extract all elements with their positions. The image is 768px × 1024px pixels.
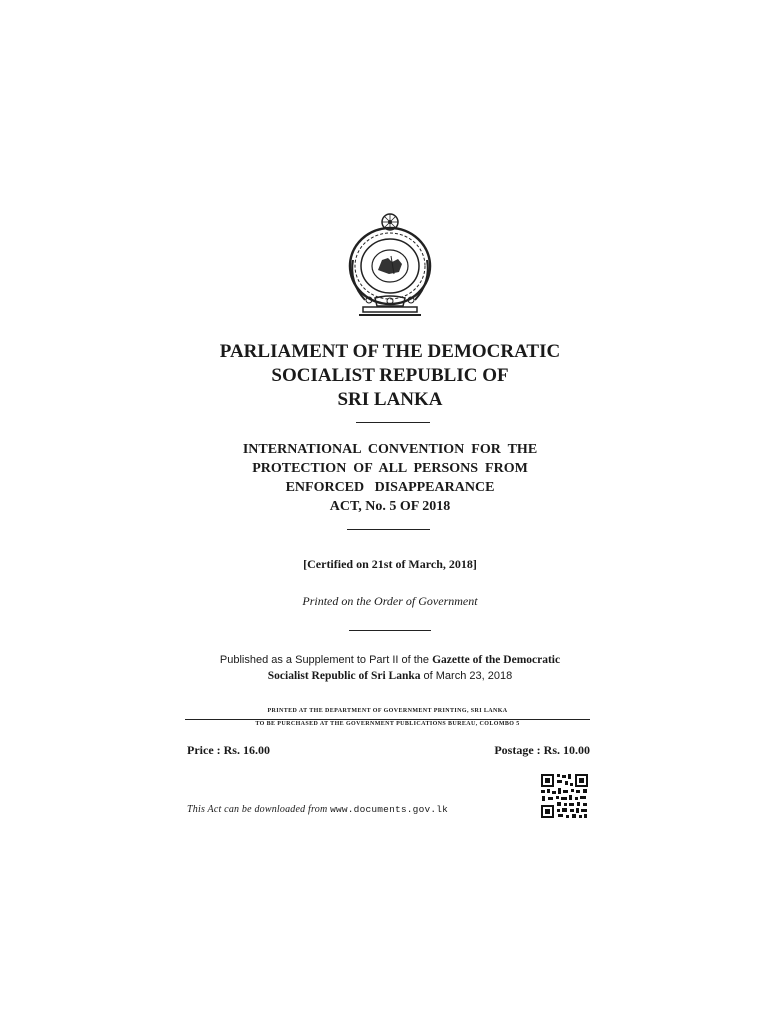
parliament-line: PARLIAMENT OF THE DEMOCRATIC <box>219 341 561 362</box>
gazette-name: Gazette of the Democratic <box>432 654 561 666</box>
parliament-line: SRI LANKA <box>337 389 443 410</box>
postage-label: Postage : Rs. 10.00 <box>494 743 590 757</box>
download-text: This Act can be downloaded from <box>187 804 331 815</box>
download-link[interactable]: www.documents.gov.lk <box>330 804 449 815</box>
certified-date: [Certified on 21st of March, 2018] <box>303 557 477 571</box>
parliament-line: SOCIALIST REPUBLIC OF <box>271 365 509 386</box>
act-title-line: ACT, No. 5 OF 2018 <box>329 499 451 514</box>
printer-info: PRINTED AT THE DEPARTMENT OF GOVERNMENT PRINTING, SRI LANKA <box>267 708 508 714</box>
publication-text: Published as a Supplement to Part II of the <box>219 654 433 666</box>
divider <box>356 422 430 423</box>
publication-date: of March 23, 2018 <box>420 670 513 682</box>
divider <box>185 719 590 720</box>
download-note <box>187 804 448 815</box>
qr-code-icon[interactable] <box>540 773 589 819</box>
act-title <box>150 440 630 516</box>
act-title-line: INTERNATIONAL CONVENTION FOR THE <box>242 442 538 457</box>
sri-lanka-emblem-icon <box>345 212 435 318</box>
divider <box>347 529 430 530</box>
gazette-name: Socialist Republic of Sri Lanka <box>267 670 421 682</box>
parliament-heading <box>150 340 630 412</box>
publication-note <box>150 652 630 684</box>
purchase-info: TO BE PURCHASED AT THE GOVERNMENT PUBLICATIONS BUREAU, COLOMBO 5 <box>255 721 520 727</box>
act-title-line: PROTECTION OF ALL PERSONS FROM <box>252 461 528 476</box>
act-title-line: ENFORCED DISAPPEARANCE <box>285 480 495 495</box>
printed-order-note: Printed on the Order of Government <box>302 594 478 608</box>
price-label: Price : Rs. 16.00 <box>187 743 270 757</box>
divider <box>349 630 431 631</box>
